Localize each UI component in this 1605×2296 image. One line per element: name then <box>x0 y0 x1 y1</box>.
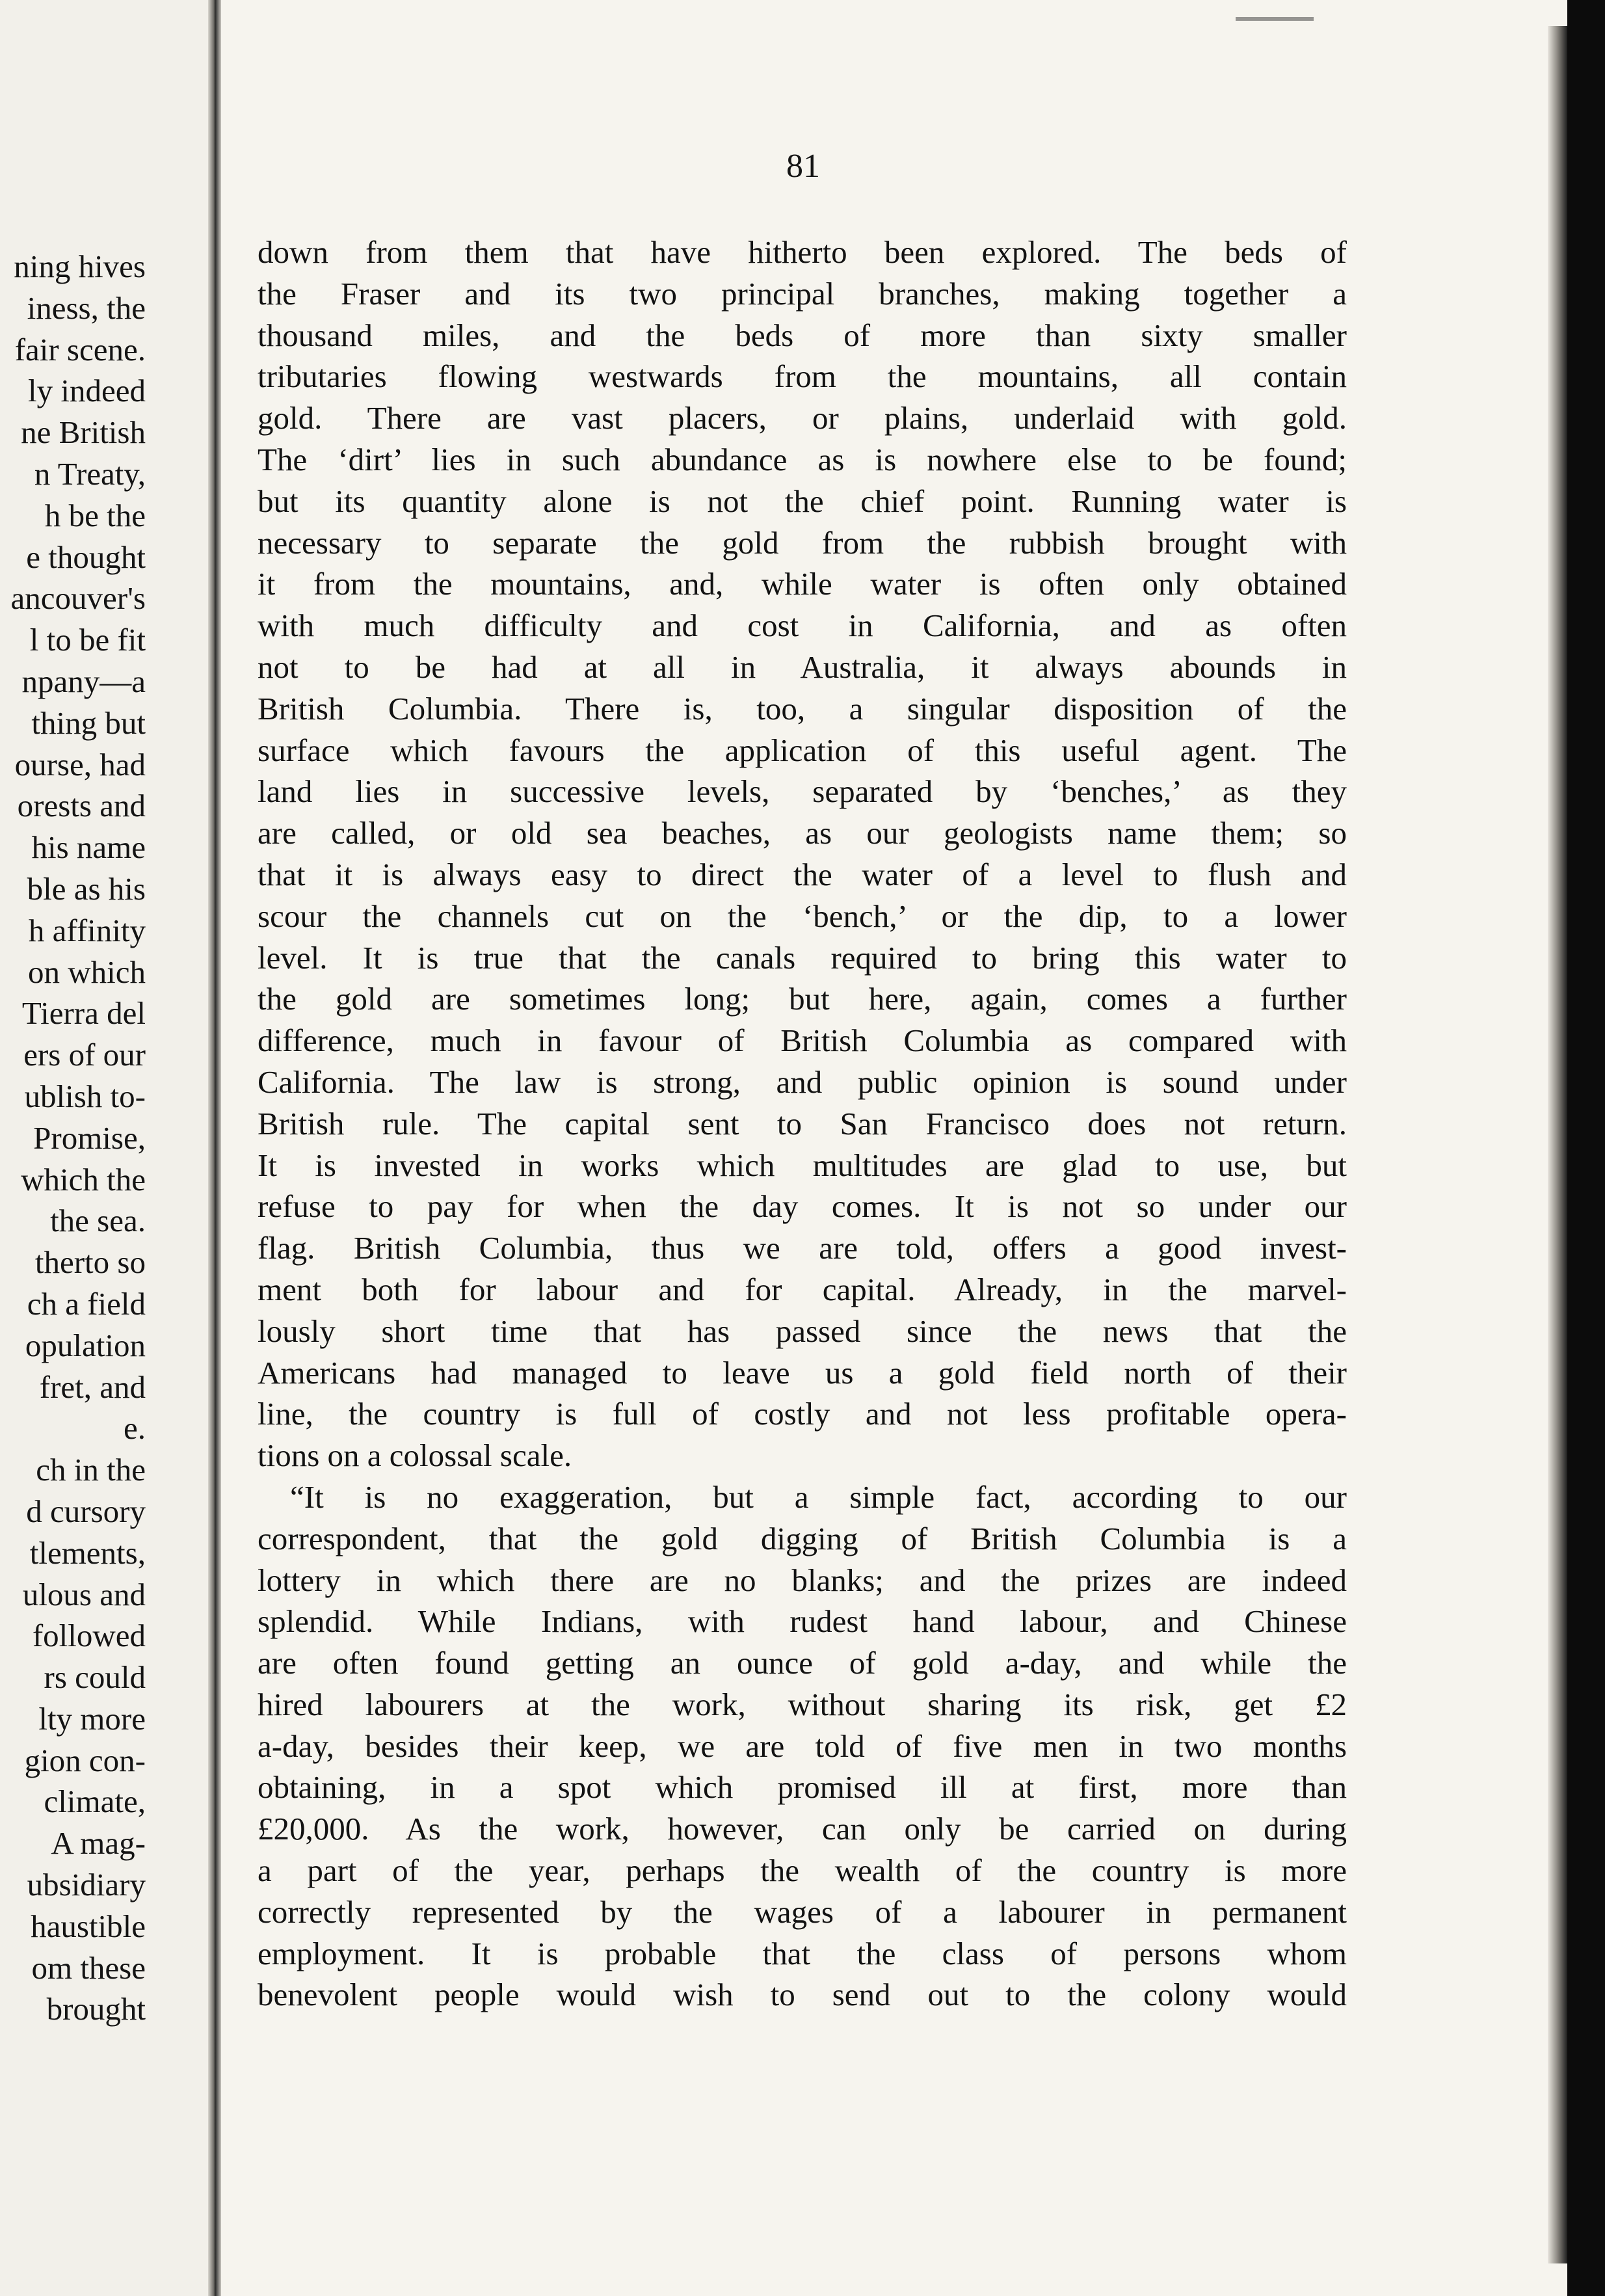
text-line: obtaining, in a spot which promised ill at first, more than <box>258 1769 1347 1806</box>
text-line: correspondent, that the gold digging of British Columbia is a <box>258 1520 1347 1556</box>
text-line: with much difficulty and cost in California, and as often <box>258 607 1347 644</box>
text-line: the gold are sometimes long; but here, again, comes a further <box>258 981 1347 1017</box>
text-line: It is invested in works which multitudes are glad to use, but <box>258 1147 1347 1183</box>
left-page-line: ch in the <box>36 1452 146 1488</box>
text-line: a-day, besides their keep, we are told of five men in two months <box>258 1728 1347 1764</box>
text-line: scour the channels cut on the ‘bench,’ or the dip, to a lower <box>258 898 1347 934</box>
left-page-line: ublish to- <box>24 1078 146 1114</box>
text-line: not to be had at all in Australia, it always abounds in <box>258 648 1347 685</box>
left-page-line: his name <box>31 829 146 866</box>
text-line: line, the country is full of costly and not less profitable opera- <box>258 1396 1347 1432</box>
left-page-line: ne British <box>21 414 146 451</box>
text-line: correctly represented by the wages of a labourer in permanent <box>258 1893 1347 1930</box>
left-page-line: l to be fit <box>29 622 146 658</box>
text-line: thousand miles, and the beds of more than sixty smaller <box>258 317 1347 353</box>
left-page-line: d cursory <box>26 1493 146 1529</box>
left-page-line: ulous and <box>22 1576 146 1612</box>
left-page-line: ubsidiary <box>27 1867 146 1903</box>
left-page-line: fair scene. <box>14 331 146 367</box>
scan-background <box>1567 0 1605 2296</box>
left-page-line: npany—a <box>21 663 146 699</box>
left-page-line: ly indeed <box>28 373 146 409</box>
text-line: necessary to separate the gold from the rubbish brought with <box>258 524 1347 561</box>
text-line: but its quantity alone is not the chief point. Running water is <box>258 483 1347 519</box>
text-line: land lies in successive levels, separated by ‘benches,’ as they <box>258 773 1347 810</box>
book-gutter <box>208 0 221 2296</box>
left-page-line: which the <box>21 1161 146 1197</box>
left-page-line: Promise, <box>33 1119 146 1156</box>
left-page-line: rs could <box>44 1659 146 1696</box>
text-line: flag. British Columbia, thus we are told, offers a good invest- <box>258 1230 1347 1266</box>
text-line: British rule. The capital sent to San Francisco does not return. <box>258 1105 1347 1141</box>
text-line: gold. There are vast placers, or plains, underlaid with gold. <box>258 400 1347 436</box>
left-page-line: therto so <box>34 1244 146 1281</box>
left-page-line: ancouver's <box>10 580 146 617</box>
page-edge <box>1548 26 1567 2263</box>
left-page-line: tlements, <box>29 1534 146 1571</box>
text-line: lottery in which there are no blanks; and the prizes are indeed <box>258 1562 1347 1598</box>
text-line: £20,000. As the work, however, can only be carried on during <box>258 1811 1347 1847</box>
text-line: California. The law is strong, and public opinion is sound under <box>258 1063 1347 1100</box>
left-page-line: om these <box>31 1949 146 1986</box>
text-line: surface which favours the application of this useful agent. The <box>258 732 1347 768</box>
body-text <box>258 232 1347 2016</box>
left-page-line: thing but <box>31 704 146 741</box>
text-line: ment both for labour and for capital. Already, in the marvel- <box>258 1271 1347 1307</box>
text-line: benevolent people would wish to send out to the colony would <box>258 1977 1347 2013</box>
text-line: down from them that have hitherto been explored. The beds of <box>258 234 1347 270</box>
left-page-line: iness, the <box>27 289 146 326</box>
left-page-line: climate, <box>44 1783 146 1820</box>
left-page-fragment <box>0 0 208 2296</box>
left-page-text <box>0 246 146 2030</box>
left-page-line: orests and <box>17 788 146 824</box>
left-page-line: on which <box>28 954 146 990</box>
text-line: The ‘dirt’ lies in such abundance as is nowhere else to be found; <box>258 441 1347 477</box>
text-line: the Fraser and its two principal branches, making together a <box>258 275 1347 312</box>
left-page-line: n Treaty, <box>34 455 146 492</box>
left-page-line: e thought <box>26 539 146 575</box>
page-number: 81 <box>786 148 820 185</box>
text-line: splendid. While Indians, with rudest hand labour, and Chinese <box>258 1603 1347 1640</box>
left-page-line: ch a field <box>27 1285 146 1322</box>
left-page-line: ble as his <box>27 870 146 907</box>
left-page-line: followed <box>32 1618 146 1654</box>
left-page-line: haustible <box>31 1908 146 1944</box>
text-line: “It is no exaggeration, but a simple fact, according to our <box>290 1478 1347 1515</box>
left-page-line: h be the <box>44 497 146 533</box>
text-line: it from the mountains, and, while water is often only obtained <box>258 566 1347 602</box>
text-line: are called, or old sea beaches, as our geologists name them; so <box>258 815 1347 851</box>
left-page-line: ourse, had <box>14 746 146 782</box>
text-line: tions on a colossal scale. <box>258 1437 572 1474</box>
left-page-line: A mag- <box>51 1825 146 1862</box>
scan-mark <box>1236 17 1314 21</box>
left-page-line: lty more <box>38 1700 146 1737</box>
left-page-line: brought <box>46 1991 146 2027</box>
text-line: employment. It is probable that the class of persons whom <box>258 1935 1347 1971</box>
left-page-line: ning hives <box>14 248 146 284</box>
left-page-line: h affinity <box>28 912 146 948</box>
text-line: difference, much in favour of British Columbia as compared with <box>258 1022 1347 1059</box>
left-page-line: ers of our <box>23 1037 146 1073</box>
left-page-line: gion con- <box>24 1742 146 1778</box>
left-page-line: e. <box>124 1410 146 1447</box>
text-line: refuse to pay for when the day comes. It is not so under our <box>258 1188 1347 1225</box>
text-line: lously short time that has passed since the news that the <box>258 1313 1347 1349</box>
text-line: Americans had managed to leave us a gold field north of their <box>258 1354 1347 1391</box>
text-line: British Columbia. There is, too, a singular disposition of the <box>258 690 1347 727</box>
left-page-line: Tierra del <box>21 995 146 1032</box>
text-line: tributaries flowing westwards from the mountains, all contain <box>258 358 1347 395</box>
text-line: are often found getting an ounce of gold a-day, and while the <box>258 1645 1347 1681</box>
text-line: level. It is true that the canals required to bring this water to <box>258 939 1347 976</box>
text-line: a part of the year, perhaps the wealth of the country is more <box>258 1852 1347 1889</box>
left-page-line: the sea. <box>50 1203 146 1239</box>
text-line: hired labourers at the work, without sharing its risk, get £2 <box>258 1686 1347 1722</box>
left-page-line: opulation <box>25 1327 146 1363</box>
left-page-line: fret, and <box>39 1368 146 1405</box>
text-line: that it is always easy to direct the water of a level to flush and <box>258 856 1347 892</box>
